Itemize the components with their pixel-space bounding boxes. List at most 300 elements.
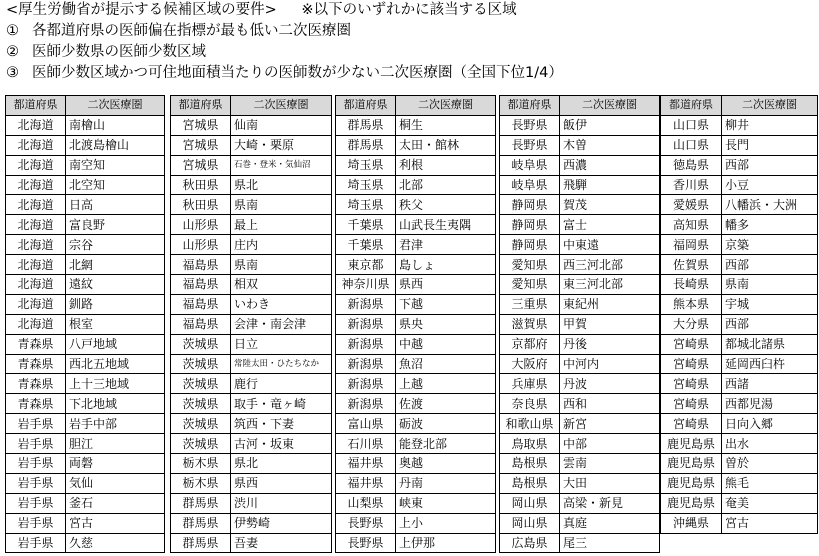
prefecture-cell: 京都府: [500, 334, 560, 354]
medical-area-cell: 上伊那: [396, 533, 496, 553]
prefecture-cell: 茨城県: [171, 414, 231, 434]
prefecture-cell: 鹿児島県: [661, 454, 722, 474]
medical-area-cell: 中越: [396, 334, 496, 354]
medical-area-cell: 雲南: [560, 454, 660, 474]
prefecture-cell: 山形県: [171, 215, 231, 235]
column-header-medical-area: 二次医療圏: [560, 96, 660, 116]
table-row: [336, 135, 496, 155]
prefecture-cell: 群馬県: [336, 115, 396, 135]
medical-area-cell: 県北: [231, 454, 332, 474]
medical-area-cell: 渋川: [231, 493, 332, 513]
table-row: [171, 354, 332, 374]
table-row: [6, 513, 165, 533]
table-row: [6, 175, 165, 195]
medical-area-cell: 鹿行: [231, 374, 332, 394]
table-row: [171, 255, 332, 275]
prefecture-cell: 富山県: [336, 414, 396, 434]
table-row: [500, 533, 660, 553]
medical-area-cell: 宮古: [66, 513, 165, 533]
medical-area-cell: 西三河北部: [560, 255, 660, 275]
table-row: [336, 434, 496, 454]
table-row: [661, 314, 818, 334]
table-row: [171, 434, 332, 454]
table-row: [336, 533, 496, 553]
medical-area-cell: 最上: [231, 215, 332, 235]
table-row: [6, 473, 165, 493]
medical-area-cell: 下北地域: [66, 394, 165, 414]
prefecture-cell: 宮崎県: [661, 394, 722, 414]
prefecture-cell: 北海道: [6, 314, 66, 334]
medical-area-cell: 秩父: [396, 195, 496, 215]
prefecture-cell: 群馬県: [171, 493, 231, 513]
medical-area-cell: 気仙: [66, 473, 165, 493]
table-row: [6, 215, 165, 235]
table-row: [6, 394, 165, 414]
medical-area-cell: 東紀州: [560, 294, 660, 314]
prefecture-cell: 長野県: [336, 533, 396, 553]
table-row: [6, 135, 165, 155]
table-row: [500, 195, 660, 215]
prefecture-cell: 新潟県: [336, 374, 396, 394]
table-row: [336, 235, 496, 255]
medical-area-cell: 能登北部: [396, 434, 496, 454]
item-marker: ③: [6, 65, 19, 81]
prefecture-cell: 北海道: [6, 115, 66, 135]
prefecture-cell: 大阪府: [500, 354, 560, 374]
table-row: [661, 493, 818, 513]
table-row: [6, 374, 165, 394]
prefecture-cell: 長野県: [500, 115, 560, 135]
table-row: [500, 454, 660, 474]
prefecture-cell: 栃木県: [171, 454, 231, 474]
table-row: [171, 314, 332, 334]
medical-area-cell: 八幡浜・大洲: [722, 195, 818, 215]
medical-area-cell: 曽於: [722, 454, 818, 474]
prefecture-cell: 山口県: [661, 135, 722, 155]
medical-area-cell: 出水: [722, 434, 818, 454]
prefecture-cell: 埼玉県: [336, 175, 396, 195]
prefecture-cell: 愛知県: [500, 275, 560, 295]
medical-area-cell: 筑西・下妻: [231, 414, 332, 434]
table-row: [500, 473, 660, 493]
prefecture-cell: 鹿児島県: [661, 493, 722, 513]
table-row: [6, 493, 165, 513]
table-row: [6, 434, 165, 454]
medical-area-cell: 北空知: [66, 175, 165, 195]
prefecture-cell: 群馬県: [171, 533, 231, 553]
table-row: [336, 215, 496, 235]
table-row: [500, 434, 660, 454]
table-row: [171, 374, 332, 394]
table-row: [6, 235, 165, 255]
prefecture-cell: 秋田県: [171, 175, 231, 195]
table-row: [500, 493, 660, 513]
prefecture-cell: 愛知県: [500, 255, 560, 275]
prefecture-cell: 茨城県: [171, 434, 231, 454]
table-row: [500, 394, 660, 414]
medical-area-cell: 仙南: [231, 115, 332, 135]
medical-area-cell: 中部: [560, 434, 660, 454]
medical-area-cell: 富良野: [66, 215, 165, 235]
medical-area-cell: 上越: [396, 374, 496, 394]
medical-area-cell: 賀茂: [560, 195, 660, 215]
table-row: [661, 235, 818, 255]
prefecture-cell: 山梨県: [336, 493, 396, 513]
medical-area-cell: 都城北諸県: [722, 334, 818, 354]
medical-area-cell: 県北: [231, 175, 332, 195]
prefecture-cell: 宮崎県: [661, 414, 722, 434]
medical-area-cell: 北部: [396, 175, 496, 195]
table-row: [661, 175, 818, 195]
table-row: [661, 394, 818, 414]
medical-area-cell: 峡東: [396, 493, 496, 513]
prefecture-cell: 福島県: [171, 314, 231, 334]
table-row: [336, 394, 496, 414]
table-row: [336, 155, 496, 175]
table-row: [336, 473, 496, 493]
medical-area-cell: 西和: [560, 394, 660, 414]
table-row: [661, 155, 818, 175]
prefecture-cell: 新潟県: [336, 394, 396, 414]
table-row: [6, 255, 165, 275]
medical-area-cell: 尾三: [560, 533, 660, 553]
medical-area-cell: 南檜山: [66, 115, 165, 135]
table-row: [6, 314, 165, 334]
prefecture-cell: 宮崎県: [661, 354, 722, 374]
medical-area-cell: 南空知: [66, 155, 165, 175]
prefecture-cell: 岡山県: [500, 513, 560, 533]
table-row: [171, 394, 332, 414]
medical-area-cell: 西部: [722, 255, 818, 275]
medical-area-cell: 大田: [560, 473, 660, 493]
item-marker: ②: [6, 44, 19, 60]
requirement-item-3: [6, 63, 816, 84]
prefecture-cell: 新潟県: [336, 334, 396, 354]
medical-area-cell: 君津: [396, 235, 496, 255]
medical-area-cell: 大崎・栗原: [231, 135, 332, 155]
medical-area-cell: 太田・館林: [396, 135, 496, 155]
prefecture-cell: 岩手県: [6, 434, 66, 454]
prefecture-cell: 千葉県: [336, 215, 396, 235]
prefecture-cell: 茨城県: [171, 354, 231, 374]
table-row: [336, 354, 496, 374]
column-header-prefecture: 都道府県: [336, 96, 396, 116]
prefecture-cell: 静岡県: [500, 235, 560, 255]
table-row: [661, 294, 818, 314]
table-row: [661, 195, 818, 215]
table-row: [336, 334, 496, 354]
table-row: [171, 235, 332, 255]
medical-area-cell: 利根: [396, 155, 496, 175]
prefecture-cell: 鹿児島県: [661, 434, 722, 454]
table-row: [500, 215, 660, 235]
table-row: [336, 374, 496, 394]
prefecture-cell: 青森県: [6, 394, 66, 414]
medical-area-cell: 県西: [231, 473, 332, 493]
prefecture-cell: 長崎県: [661, 275, 722, 295]
table-row: [171, 454, 332, 474]
medical-area-cell: 北網: [66, 255, 165, 275]
medical-area-cell: 上小: [396, 513, 496, 533]
table-row: [336, 175, 496, 195]
table-row: [336, 255, 496, 275]
table-row: [171, 294, 332, 314]
prefecture-cell: 北海道: [6, 195, 66, 215]
prefecture-cell: 静岡県: [500, 195, 560, 215]
medical-area-cell: 幡多: [722, 215, 818, 235]
table-row: [500, 155, 660, 175]
medical-area-cell: 釜石: [66, 493, 165, 513]
table-row: [336, 513, 496, 533]
table-row: [336, 275, 496, 295]
prefecture-cell: 青森県: [6, 354, 66, 374]
prefecture-cell: 鹿児島県: [661, 473, 722, 493]
prefecture-cell: 山口県: [661, 115, 722, 135]
column-header-medical-area: 二次医療圏: [722, 96, 818, 116]
medical-area-cell: 両磐: [66, 454, 165, 474]
column-header-prefecture: 都道府県: [171, 96, 231, 116]
medical-area-cell: 胆江: [66, 434, 165, 454]
prefecture-cell: 宮城県: [171, 115, 231, 135]
prefecture-cell: 埼玉県: [336, 155, 396, 175]
prefecture-cell: 熊本県: [661, 294, 722, 314]
prefecture-cell: 佐賀県: [661, 255, 722, 275]
medical-area-cell: 遠紋: [66, 275, 165, 295]
medical-area-cell: 山武長生夷隅: [396, 215, 496, 235]
prefecture-cell: 岡山県: [500, 493, 560, 513]
table-row: [6, 115, 165, 135]
medical-area-cell: 京築: [722, 235, 818, 255]
prefecture-cell: 福島県: [171, 255, 231, 275]
prefecture-cell: 高知県: [661, 215, 722, 235]
prefecture-cell: 静岡県: [500, 215, 560, 235]
district-table-2: [170, 95, 332, 553]
table-row: [500, 354, 660, 374]
medical-area-cell: 上十三地域: [66, 374, 165, 394]
prefecture-cell: 新潟県: [336, 294, 396, 314]
medical-area-cell: 砺波: [396, 414, 496, 434]
district-table-1: [5, 95, 165, 553]
prefecture-cell: 茨城県: [171, 394, 231, 414]
prefecture-cell: 宮崎県: [661, 374, 722, 394]
table-row: [171, 115, 332, 135]
prefecture-cell: 北海道: [6, 135, 66, 155]
prefecture-cell: 千葉県: [336, 235, 396, 255]
prefecture-cell: 宮崎県: [661, 334, 722, 354]
medical-area-cell: 中河内: [560, 354, 660, 374]
medical-area-cell: 丹波: [560, 374, 660, 394]
medical-area-cell: 取手・竜ヶ崎: [231, 394, 332, 414]
prefecture-cell: 岐阜県: [500, 155, 560, 175]
table-row: [6, 533, 165, 553]
prefecture-cell: 奈良県: [500, 394, 560, 414]
medical-area-cell: 新宮: [560, 414, 660, 434]
prefecture-cell: 鳥取県: [500, 434, 560, 454]
prefecture-cell: 香川県: [661, 175, 722, 195]
table-row: [336, 493, 496, 513]
table-row: [6, 414, 165, 434]
medical-area-cell: 西濃: [560, 155, 660, 175]
medical-area-cell: 小豆: [722, 175, 818, 195]
table-row: [336, 454, 496, 474]
prefecture-cell: 島根県: [500, 473, 560, 493]
table-row: [661, 255, 818, 275]
medical-area-cell: 庄内: [231, 235, 332, 255]
table-row: [171, 275, 332, 295]
table-row: [500, 175, 660, 195]
medical-area-cell: 真庭: [560, 513, 660, 533]
header: [6, 0, 816, 84]
table-row: [500, 513, 660, 533]
prefecture-cell: 大分県: [661, 314, 722, 334]
medical-area-cell: いわき: [231, 294, 332, 314]
table-row: [6, 454, 165, 474]
medical-area-cell: 奄美: [722, 493, 818, 513]
medical-area-cell: 熊毛: [722, 473, 818, 493]
table-row: [6, 334, 165, 354]
prefecture-cell: 神奈川県: [336, 275, 396, 295]
table-row: [500, 314, 660, 334]
medical-area-cell: 宇城: [722, 294, 818, 314]
table-row: [171, 493, 332, 513]
medical-area-cell: 岩手中部: [66, 414, 165, 434]
medical-area-cell: 県南: [231, 255, 332, 275]
prefecture-cell: 福岡県: [661, 235, 722, 255]
table-row: [6, 275, 165, 295]
prefecture-cell: 愛媛県: [661, 195, 722, 215]
prefecture-cell: 沖縄県: [661, 513, 722, 533]
prefecture-cell: 群馬県: [171, 513, 231, 533]
medical-area-cell: 延岡西臼杵: [722, 354, 818, 374]
prefecture-cell: 新潟県: [336, 354, 396, 374]
table-row: [500, 294, 660, 314]
prefecture-cell: 滋賀県: [500, 314, 560, 334]
table-row: [171, 414, 332, 434]
table-row: [500, 334, 660, 354]
district-table-4: [499, 95, 660, 553]
prefecture-cell: 宮城県: [171, 135, 231, 155]
medical-area-cell: 島しょ: [396, 255, 496, 275]
note-text: ※以下のいずれかに該当する区域: [301, 2, 517, 18]
medical-area-cell: 下越: [396, 294, 496, 314]
prefecture-cell: 岩手県: [6, 533, 66, 553]
table-row: [336, 314, 496, 334]
column-header-prefecture: 都道府県: [661, 96, 722, 116]
medical-area-cell: 吾妻: [231, 533, 332, 553]
tables-area: [0, 95, 819, 556]
medical-area-cell: 相双: [231, 275, 332, 295]
prefecture-cell: 北海道: [6, 294, 66, 314]
prefecture-cell: 長野県: [500, 135, 560, 155]
prefecture-cell: 北海道: [6, 155, 66, 175]
table-row: [6, 294, 165, 314]
prefecture-cell: 宮城県: [171, 155, 231, 175]
column-header-medical-area: 二次医療圏: [231, 96, 332, 116]
column-header-medical-area: 二次医療圏: [396, 96, 496, 116]
table-row: [661, 473, 818, 493]
page-title: <厚生労働省が提示する候補区域の要件>: [6, 2, 277, 18]
prefecture-cell: 福島県: [171, 294, 231, 314]
prefecture-cell: 北海道: [6, 215, 66, 235]
table-row: [6, 354, 165, 374]
medical-area-cell: 奥越: [396, 454, 496, 474]
medical-area-cell: 甲賀: [560, 314, 660, 334]
medical-area-cell: 佐渡: [396, 394, 496, 414]
table-row: [6, 195, 165, 215]
medical-area-cell: 県央: [396, 314, 496, 334]
prefecture-cell: 長野県: [336, 513, 396, 533]
prefecture-cell: 埼玉県: [336, 195, 396, 215]
medical-area-cell: 古河・坂東: [231, 434, 332, 454]
prefecture-cell: 群馬県: [336, 135, 396, 155]
title-row: [6, 0, 816, 21]
table-row: [500, 115, 660, 135]
medical-area-cell: 釧路: [66, 294, 165, 314]
table-row: [171, 473, 332, 493]
table-row: [661, 115, 818, 135]
medical-area-cell: 木曽: [560, 135, 660, 155]
table-row: [171, 334, 332, 354]
prefecture-cell: 秋田県: [171, 195, 231, 215]
prefecture-cell: 岐阜県: [500, 175, 560, 195]
table-row: [171, 175, 332, 195]
prefecture-cell: 茨城県: [171, 334, 231, 354]
table-row: [661, 454, 818, 474]
prefecture-cell: 北海道: [6, 255, 66, 275]
item-text: 各都道府県の医師偏在指標が最も低い二次医療圏: [32, 23, 351, 39]
prefecture-cell: 福井県: [336, 473, 396, 493]
table-row: [171, 135, 332, 155]
table-row: [336, 195, 496, 215]
medical-area-cell: 東三河北部: [560, 275, 660, 295]
prefecture-cell: 東京都: [336, 255, 396, 275]
table-row: [661, 135, 818, 155]
prefecture-cell: 福島県: [171, 275, 231, 295]
medical-area-cell: 中東遠: [560, 235, 660, 255]
prefecture-cell: 青森県: [6, 334, 66, 354]
table-row: [661, 374, 818, 394]
table-row: [500, 374, 660, 394]
table-row: [661, 275, 818, 295]
item-text: 医師少数県の医師少数区域: [32, 44, 206, 60]
medical-area-cell: 西部: [722, 314, 818, 334]
medical-area-cell: 飛騨: [560, 175, 660, 195]
table-row: [661, 414, 818, 434]
medical-area-cell: 県西: [396, 275, 496, 295]
table-row: [6, 155, 165, 175]
table-row: [500, 275, 660, 295]
table-row: [661, 334, 818, 354]
prefecture-cell: 栃木県: [171, 473, 231, 493]
district-table-5: [660, 95, 818, 534]
prefecture-cell: 岩手県: [6, 513, 66, 533]
prefecture-cell: 兵庫県: [500, 374, 560, 394]
medical-area-cell: 常陸太田・ひたちなか: [231, 354, 332, 374]
medical-area-cell: 県南: [231, 195, 332, 215]
table-row: [171, 195, 332, 215]
prefecture-cell: 北海道: [6, 235, 66, 255]
medical-area-cell: 久慈: [66, 533, 165, 553]
prefecture-cell: 石川県: [336, 434, 396, 454]
table-row: [661, 434, 818, 454]
table-row: [171, 513, 332, 533]
table-row: [500, 135, 660, 155]
medical-area-cell: 桐生: [396, 115, 496, 135]
medical-area-cell: 会津・南会津: [231, 314, 332, 334]
prefecture-cell: 和歌山県: [500, 414, 560, 434]
medical-area-cell: 日立: [231, 334, 332, 354]
medical-area-cell: 西諸: [722, 374, 818, 394]
